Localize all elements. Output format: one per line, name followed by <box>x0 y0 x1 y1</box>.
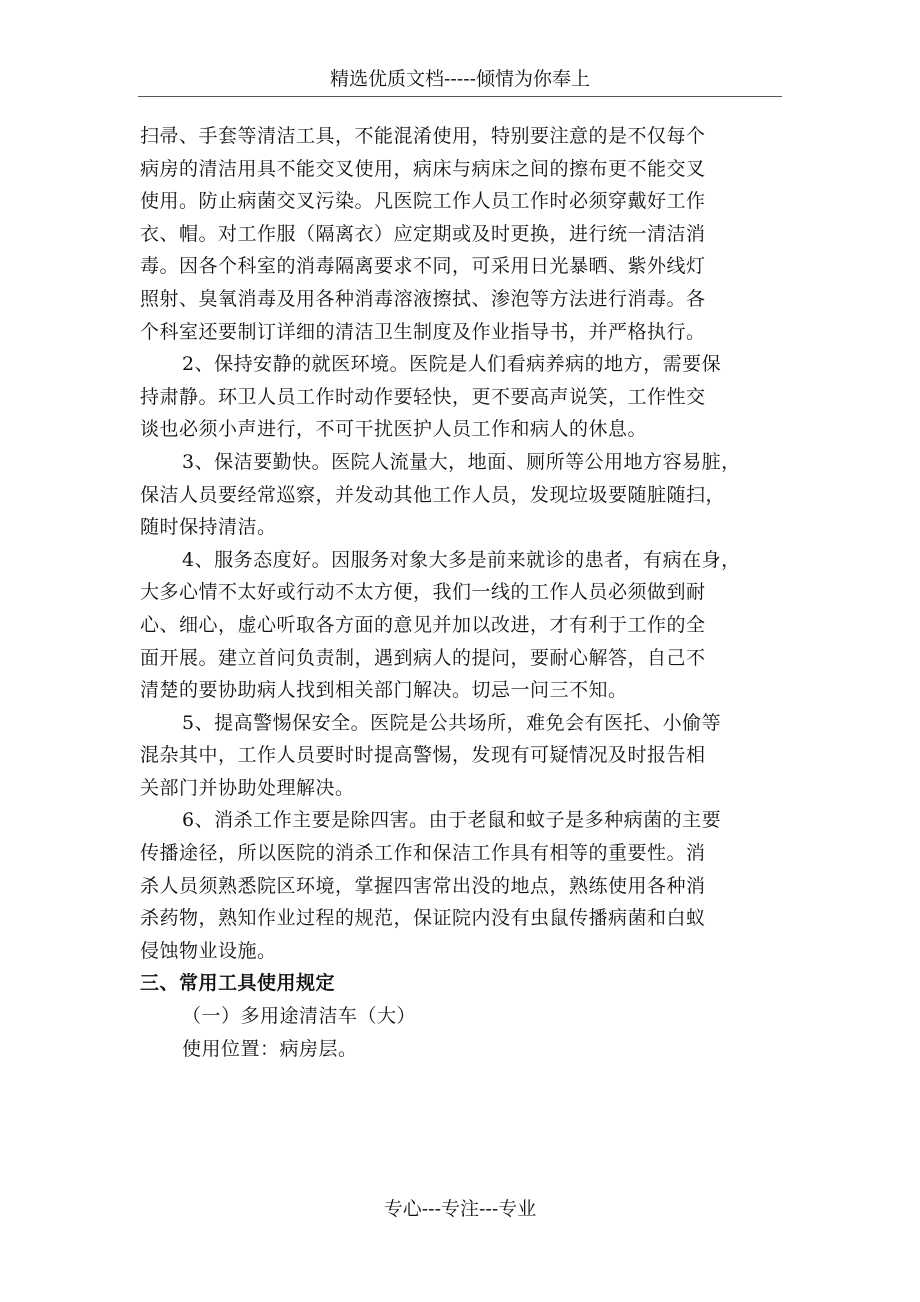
page-header: 精选优质文档-----倾情为你奉上 <box>138 62 782 97</box>
text-line: 持肃静。环卫人员工作时动作要轻快，更不要高声说笑，工作性交 <box>140 385 706 408</box>
subsection-heading: （一）多用途清洁车（大） <box>182 1005 417 1028</box>
text-line: 个科室还要制订详细的清洁卫生制度及作业指导书，并严格执行。 <box>140 320 706 343</box>
paragraph-2-start: 2、保持安静的就医环境。医院是人们看病养病的地方，需要保 <box>182 353 722 376</box>
text-line: 病房的清洁用具不能交叉使用，病床与病床之间的擦布更不能交叉 <box>140 157 706 180</box>
paragraph-6-start: 6、消杀工作主要是除四害。由于老鼠和蚊子是多种病菌的主要 <box>182 809 722 832</box>
paragraph-4-start: 4、服务态度好。因服务对象大多是前来就诊的患者，有病在身， <box>182 548 741 571</box>
text-line: 大多心情不太好或行动不太方便，我们一线的工作人员必须做到耐 <box>140 581 706 604</box>
text-line: 混杂其中，工作人员要时时提高警惕，发现有可疑情况及时报告相 <box>140 744 706 767</box>
text-line: 谈也必须小声进行，不可干扰医护人员工作和病人的休息。 <box>140 418 648 441</box>
text-line: 关部门并协助处理解决。 <box>140 776 355 799</box>
text-line: 清楚的要协助病人找到相关部门解决。切忌一问三不知。 <box>140 679 628 702</box>
text-line: 传播途径，所以医院的消杀工作和保洁工作具有相等的重要性。消 <box>140 842 706 865</box>
section-heading: 三、常用工具使用规定 <box>140 972 336 995</box>
text-line: 随时保持清洁。 <box>140 516 277 539</box>
paragraph-5-start: 5、提高警惕保安全。医院是公共场所，难免会有医托、小偷等 <box>182 711 722 734</box>
text-line: 杀药物，熟知作业过程的规范，保证院内没有虫鼠传播病菌和白蚁 <box>140 907 706 930</box>
paragraph-3-start: 3、保洁要勤快。医院人流量大，地面、厕所等公用地方容易脏， <box>182 450 741 473</box>
text-line: 毒。因各个科室的消毒隔离要求不同，可采用日光暴晒、紫外线灯 <box>140 255 706 278</box>
text-line: 侵蚀物业设施。 <box>140 939 277 962</box>
text-line: 衣、帽。对工作服（隔离衣）应定期或及时更换，进行统一清洁消 <box>140 222 706 245</box>
text-line: 使用位置：病房层。 <box>182 1037 358 1060</box>
text-line: 心、细心，虚心听取各方面的意见并加以改进，才有利于工作的全 <box>140 613 706 636</box>
text-line: 照射、臭氧消毒及用各种消毒溶液擦拭、渗泡等方法进行消毒。各 <box>140 287 706 310</box>
document-body <box>140 120 790 1065</box>
text-line: 扫帚、手套等清洁工具，不能混淆使用，特别要注意的是不仅每个 <box>140 125 706 147</box>
page-footer: 专心---专注---专业 <box>383 1198 537 1220</box>
text-line: 杀人员须熟悉院区环境，掌握四害常出没的地点，熟练使用各种消 <box>140 874 706 897</box>
text-line: 使用。防止病菌交叉污染。凡医院工作人员工作时必须穿戴好工作 <box>140 190 706 213</box>
text-line: 保洁人员要经常巡察，并发动其他工作人员，发现垃圾要随脏随扫， <box>140 483 726 506</box>
text-line: 面开展。建立首问负责制，遇到病人的提问，要耐心解答，自己不 <box>140 646 706 669</box>
